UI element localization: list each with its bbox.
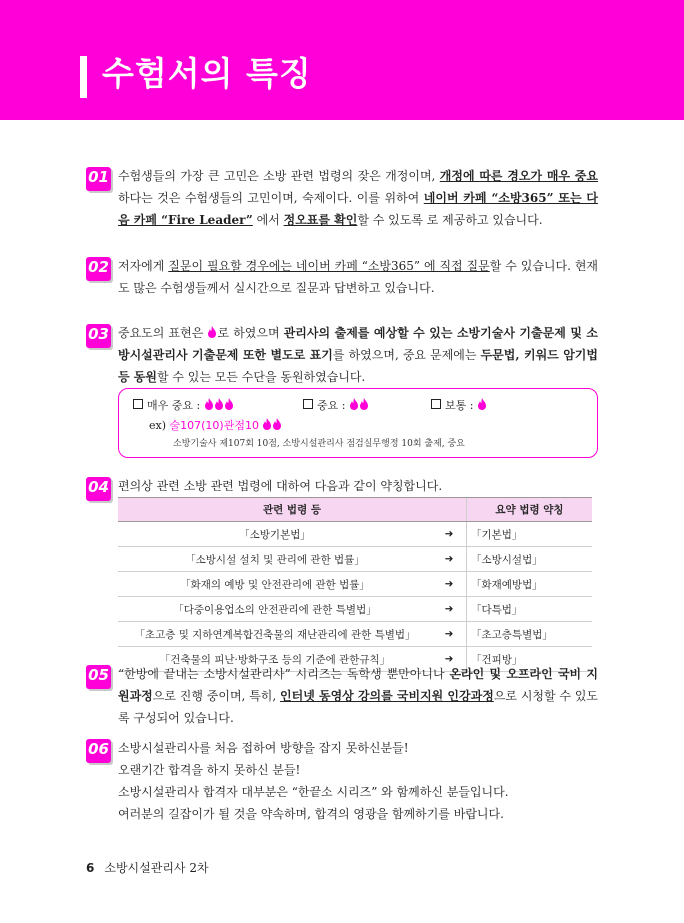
flame-icon — [224, 398, 234, 410]
arrow-icon: ➜ — [432, 647, 467, 672]
number-badge-03: 03 — [86, 324, 112, 348]
flame-icon — [204, 398, 214, 410]
number-badge-01: 01 — [86, 167, 112, 191]
table-row — [118, 547, 592, 572]
feature-06-text — [118, 737, 598, 825]
law-name: 「소방시설 설치 및 관리에 관한 법률」 — [118, 547, 432, 572]
example-code: 술107(10)관점10 — [169, 419, 259, 432]
importance-very: 매우 중요 : — [133, 397, 234, 413]
page-footer — [86, 859, 209, 876]
feature-02-text: 저자에게 질문이 필요할 경우에는 네이버 카페 “소방365” 에 직접 질문할 수 있습니다. 현재도 많은 수험생들께서 실시간으로 질문과 답변하고 있습니다. — [118, 259, 599, 295]
number-badge-06: 06 — [86, 739, 112, 763]
header-accent-bar — [80, 56, 87, 98]
closing-line: 소방시설관리사 합격자 대부분은 “한끝소 시리즈” 와 함께하신 분들입니다. — [118, 785, 509, 799]
closing-line: 여러분의 길잡이가 될 것을 약속하며, 합격의 영광을 함께하기를 바랍니다. — [118, 807, 504, 821]
law-short: 「화재예방법」 — [467, 572, 593, 597]
flame-icon — [214, 398, 224, 410]
table-row — [118, 522, 592, 547]
checkbox-icon — [133, 399, 143, 409]
flame-icon — [207, 326, 217, 338]
closing-line: 오랜기간 합격을 하지 못하신 분들! — [118, 763, 301, 777]
law-short: 「소방시설법」 — [467, 547, 593, 572]
header-short: 요약 법령 약칭 — [467, 498, 593, 522]
arrow-icon: ➜ — [432, 522, 467, 547]
arrow-icon: ➜ — [432, 572, 467, 597]
feature-01-text: 수험생들의 가장 큰 고민은 소방 관련 법령의 잦은 개정이며, 개정에 따른 경오가 매우 중요 하다는 것은 수험생들의 고민이며, 숙제이다. 이를 위하여 네이버 카페 “소방365” 또는 다음 카페 “Fire Leader” 에서 정오표를 확인할 수 있도록 로 제공하고 있습니다. — [118, 169, 598, 227]
example-source: 소방기술사 제107회 10점, 소방시설관리사 점검실무행정 10회 출제, 중요 — [173, 439, 465, 449]
law-short: 「기본법」 — [467, 522, 593, 547]
page-title: 수험서의 특징 — [102, 54, 312, 93]
checkbox-icon — [431, 399, 441, 409]
page-number: 6 — [86, 861, 95, 875]
number-badge-02: 02 — [86, 257, 112, 281]
arrow-icon: ➜ — [432, 622, 467, 647]
importance-legend-box — [118, 388, 598, 458]
law-name: 「화재의 예방 및 안전관리에 관한 법률」 — [118, 572, 432, 597]
importance-normal: 보통 : — [431, 397, 487, 413]
header-law: 관련 법령 등 — [118, 498, 467, 522]
arrow-icon: ➜ — [432, 597, 467, 622]
flame-icon — [477, 398, 487, 410]
flame-icon — [349, 398, 359, 410]
law-name: 「소방기본법」 — [118, 522, 432, 547]
importance-example: ex) 술107(10)관점10 — [149, 417, 282, 433]
book-title: 소방시설관리사 2차 — [104, 861, 209, 875]
closing-line: 소방시설관리사를 처음 접하여 방향을 잡지 못하신분들! — [118, 741, 409, 755]
law-name: 「다중이용업소의 안전관리에 관한 특별법」 — [118, 597, 432, 622]
arrow-icon: ➜ — [432, 547, 467, 572]
importance-mid: 중요 : — [303, 397, 369, 413]
law-short: 「다특법」 — [467, 597, 593, 622]
flame-icon — [359, 398, 369, 410]
table-row — [118, 622, 592, 647]
feature-03-text: 중요도의 표현은 로 하였으며 관리사의 출제를 예상할 수 있는 소방기술사 기출문제 및 소방시설관리사 기출문제 또한 별도로 표기를 하였으며, 중요 문제에는 두문법, 키워드 암기법 등 동원할 수 있는 모든 수단을 동원하였습니다. — [118, 326, 599, 384]
checkbox-icon — [303, 399, 313, 409]
table-row — [118, 597, 592, 622]
table-row — [118, 572, 592, 597]
feature-04-text: 편의상 관련 소방 관련 법령에 대하여 다음과 같이 약칭합니다. — [118, 479, 443, 493]
feature-05-text: “한방에 끝내는 소방시설관리사” 시리즈는 독학생 뿐만아니나 온라인 및 오프라인 국비 지원과정으로 진행 중이며, 특히, 인터넷 동영상 강의를 국비지원 인강과정으로 시청할 수 있도록 구성되어 있습니다. — [118, 667, 599, 725]
law-name: 「초고층 및 지하연계복합건축물의 재난관리에 관한 특별법」 — [118, 622, 432, 647]
page-header — [0, 0, 684, 120]
law-name: 「건축물의 피난·방화구조 등의 기준에 관한규칙」 — [118, 647, 432, 672]
flame-icon — [262, 418, 272, 430]
number-badge-04: 04 — [86, 477, 112, 501]
table-header-row — [118, 498, 592, 522]
law-short: 「초고층특별법」 — [467, 622, 593, 647]
number-badge-05: 05 — [86, 665, 112, 689]
flame-icon — [272, 418, 282, 430]
law-abbreviation-table — [118, 497, 592, 672]
law-short: 「건피방」 — [467, 647, 593, 672]
